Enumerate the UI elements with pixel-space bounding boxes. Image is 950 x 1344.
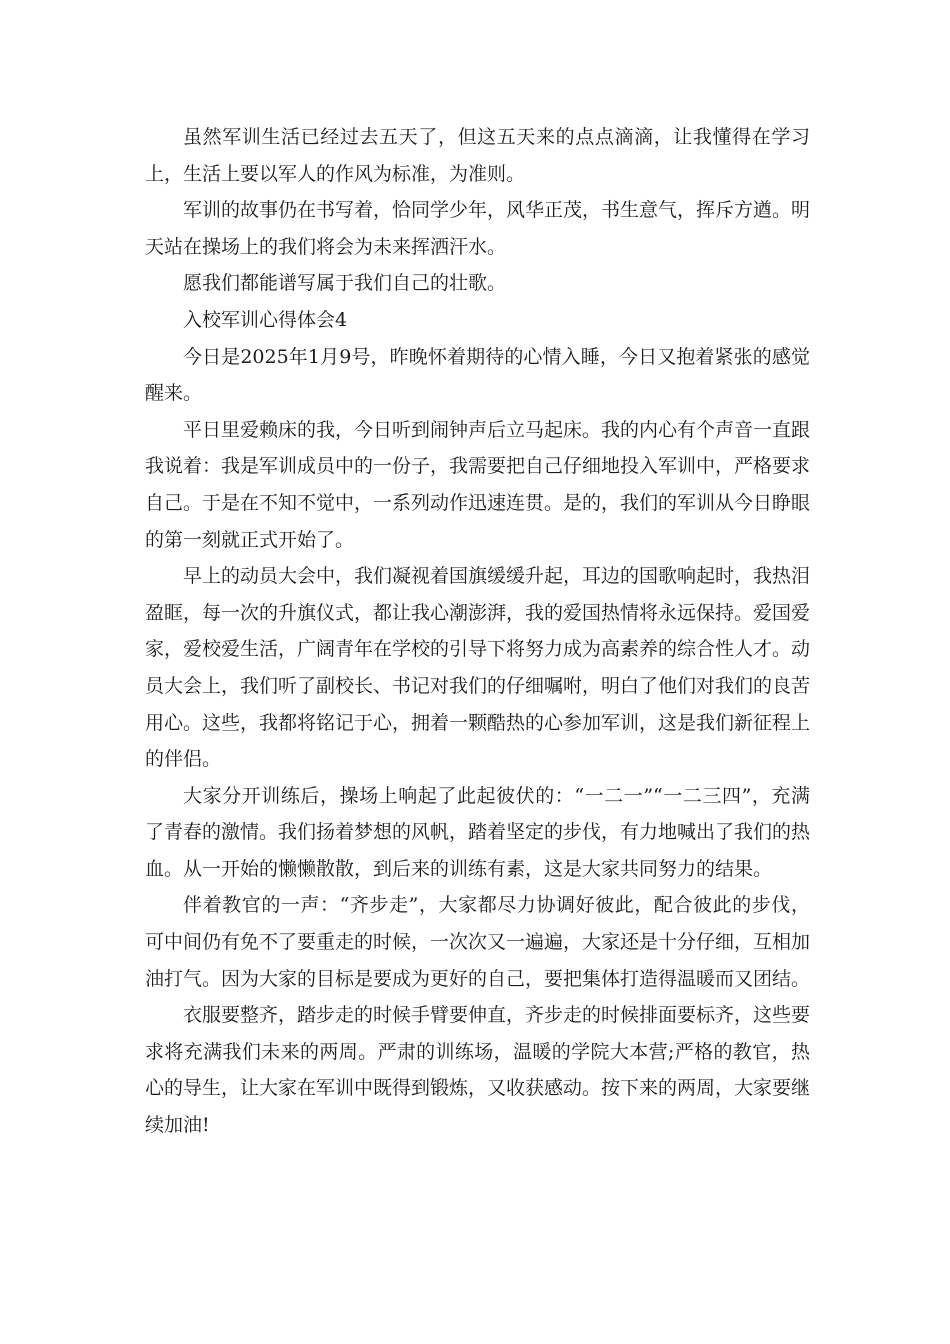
- paragraph-mobilization-meeting: 早上的动员大会中，我们凝视着国旗缓缓升起，耳边的国歌响起时，我热泪盈眶，每一次的升旗仪式，都让我心潮澎湃，我的爱国热情将永远保持。爱国爱家，爱校爱生活，广阔青年在学校的引导下将努力成为高素养的综合性人才。动员大会上，我们听了副校长、书记对我们的仔细嘱咐，明白了他们对我们的良苦用心。这些，我都将铭记于心，拥着一颗酷热的心参加军训，这是我们新征程上的伴侣。: [145, 565, 811, 771]
- paragraph-group-training: 大家分开训练后，操场上响起了此起彼伏的：“一二一”“一二三四”，充满了青春的激情。我们扬着梦想的风帆，踏着坚定的步伐，有力地喊出了我们的热血。从一开始的懒懒散散，到后来的训练有素，这是大家共同努力的结果。: [145, 784, 811, 880]
- paragraph-training-story: 军训的故事仍在书写着，恰同学少年，风华正茂，书生意气，挥斥方遒。明天站在操场上的我们将会为未来挥洒汗水。: [145, 199, 811, 258]
- paragraph-date: 今日是2025年1月9号，昨晚怀着期待的心情入睡，今日又抱着紧张的感觉醒来。: [145, 345, 810, 405]
- document-body: [145, 119, 810, 1144]
- section-title: 入校军训心得体会4: [183, 308, 348, 331]
- paragraph-military-training-reflection: 虽然军训生活已经过去五天了，但这五天来的点点滴滴，让我懂得在学习上，生活上要以军人的作风为标准，为准则。: [145, 126, 810, 185]
- paragraph-wish: 愿我们都能谱写属于我们自己的壮歌。: [183, 272, 507, 295]
- paragraph-waking-up: 平日里爱赖床的我，今日听到闹钟声后立马起床。我的内心有个声音一直跟我说着：我是军训成员中的一份子，我需要把自己仔细地投入军训中，严格要求自己。于是在不知不觉中，一系列动作迅速连贯。是的，我们的军训从今日睁眼的第一刻就正式开始了。: [145, 418, 811, 551]
- paragraph-requirements: 衣服要整齐，踏步走的时候手臂要伸直，齐步走的时候排面要标齐，这些要求将充满我们未来的两周。严肃的训练场，温暖的学院大本营;严格的教官，热心的导生，让大家在军训中既得到锻炼，又收获感动。按下来的两周，大家要继续加油!: [145, 1004, 811, 1137]
- paragraph-march-forward: 伴着教官的一声：“齐步走”，大家都尽力协调好彼此，配合彼此的步伐，可中间仍有免不了要重走的时候，一次次又一遍遍，大家还是十分仔细，互相加油打气。因为大家的目标是要成为更好的自己，要把集体打造得温暖而又团结。: [145, 894, 811, 990]
